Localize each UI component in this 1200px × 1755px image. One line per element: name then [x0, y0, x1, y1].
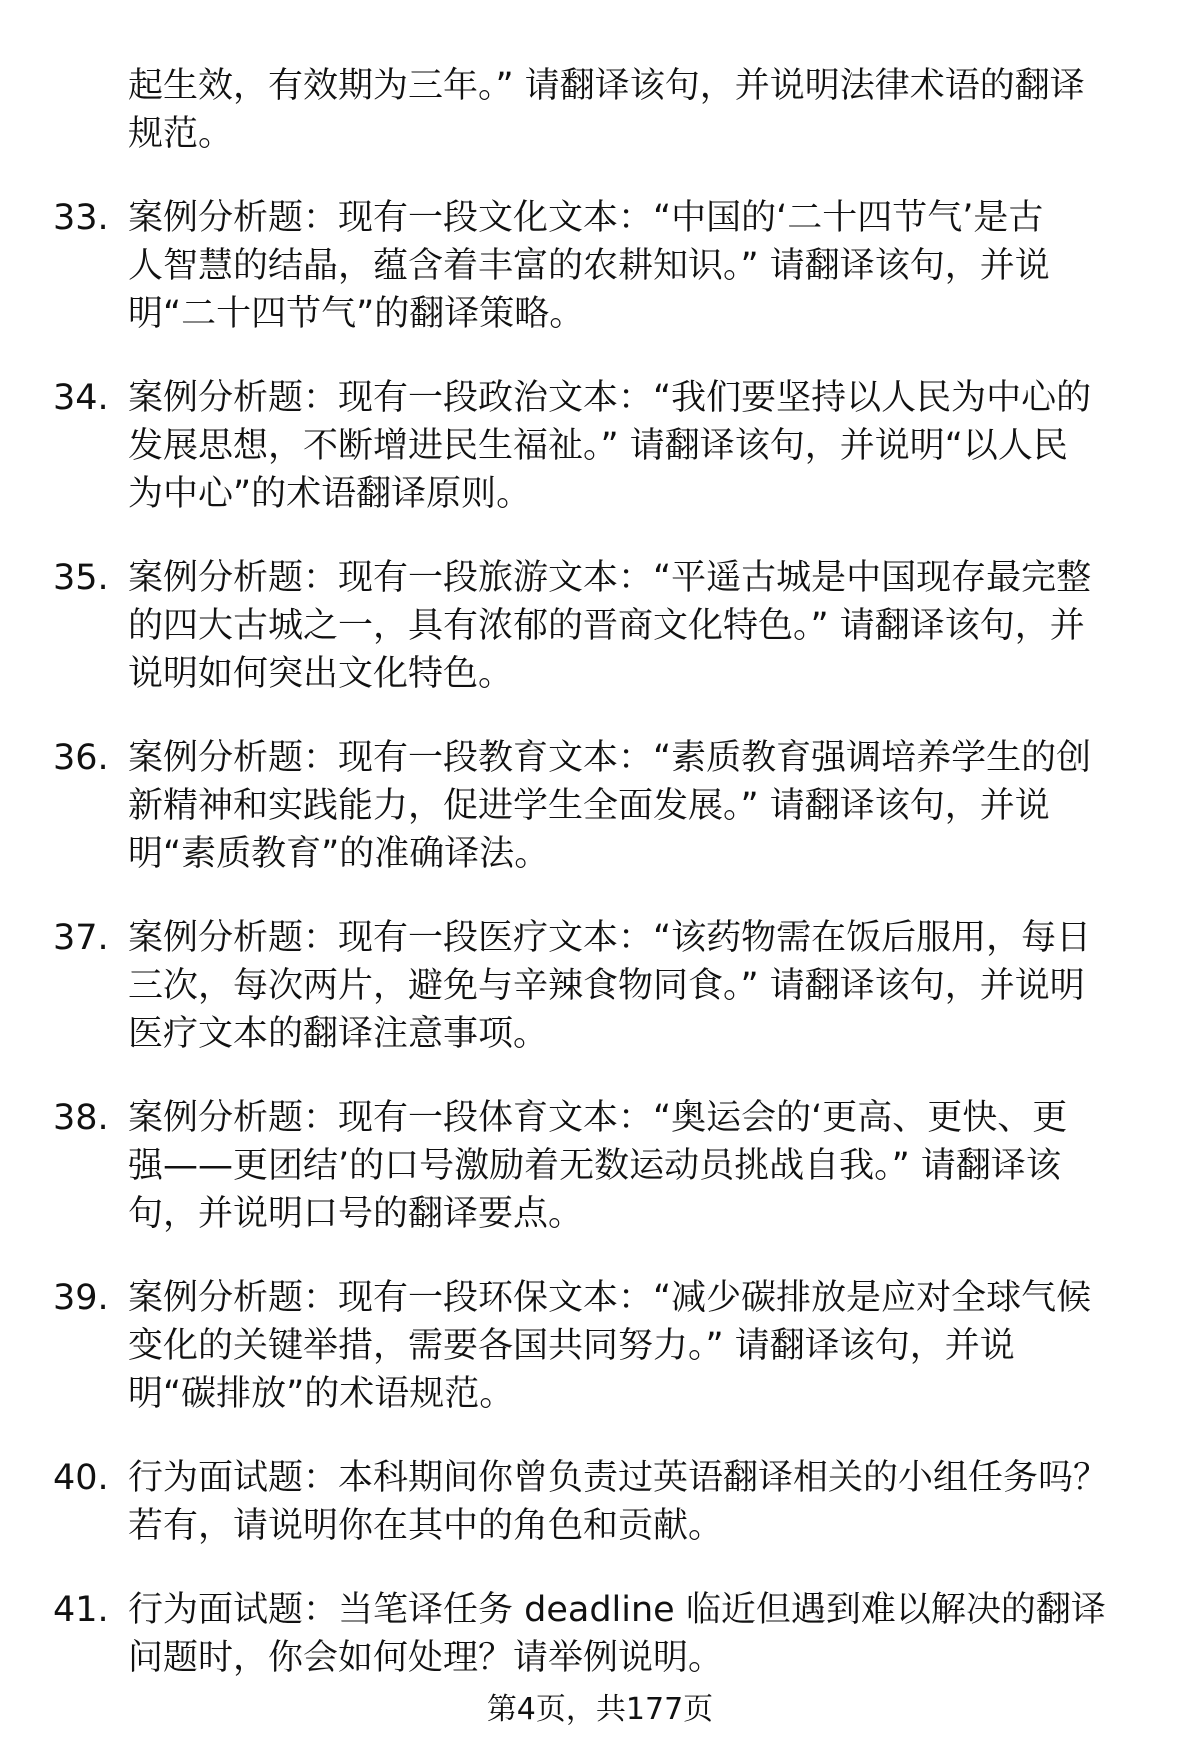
question-line: 说明如何突出文化特色。 [128, 654, 514, 694]
question-item [0, 1274, 1200, 1418]
question-line: 强——更团结’的口号激励着无数运动员挑战自我。” 请翻译该 [128, 1146, 1061, 1186]
question-number: 37. [53, 918, 109, 958]
question-text [128, 1586, 1178, 1682]
question-line: 句，并说明口号的翻译要点。 [128, 1194, 584, 1234]
question-line: 医疗文本的翻译注意事项。 [128, 1014, 549, 1054]
question-line: 新精神和实践能力，促进学生全面发展。” 请翻译该句，并说 [128, 786, 1050, 826]
question-line: 案例分析题：现有一段教育文本：“素质教育强调培养学生的创 [128, 738, 1092, 778]
question-line: 三次，每次两片，避免与辛辣食物同食。” 请翻译该句，并说明 [128, 966, 1085, 1006]
question-text [128, 1274, 1178, 1418]
question-item [0, 62, 1200, 158]
question-number: 35. [53, 558, 109, 598]
question-number: 40. [53, 1458, 109, 1498]
question-text [128, 374, 1178, 518]
question-line: 明“二十四节气”的翻译策略。 [128, 294, 585, 334]
question-line: 明“素质教育”的准确译法。 [128, 834, 550, 874]
question-text [128, 1454, 1178, 1550]
question-text [128, 914, 1178, 1058]
question-item [0, 734, 1200, 878]
question-line: 案例分析题：现有一段政治文本：“我们要坚持以人民为中心的 [128, 378, 1092, 418]
question-line: 案例分析题：现有一段文化文本：“中国的‘二十四节气’是古 [128, 198, 1044, 238]
question-line: 人智慧的结晶，蕴含着丰富的农耕知识。” 请翻译该句，并说 [128, 246, 1050, 286]
question-text [128, 1094, 1178, 1238]
question-item [0, 374, 1200, 518]
question-line: 行为面试题：当笔译任务 deadline 临近但遇到难以解决的翻译 [128, 1590, 1106, 1630]
question-number: 39. [53, 1278, 109, 1318]
question-number: 38. [53, 1098, 109, 1138]
question-item [0, 194, 1200, 338]
question-line: 规范。 [128, 114, 234, 154]
question-text [128, 62, 1178, 158]
question-number: 36. [53, 738, 109, 778]
question-line: 的四大古城之一，具有浓郁的晋商文化特色。” 请翻译该句，并 [128, 606, 1085, 646]
question-item [0, 1454, 1200, 1550]
question-item [0, 1094, 1200, 1238]
question-line: 案例分析题：现有一段环保文本：“减少碳排放是应对全球气候 [128, 1278, 1092, 1318]
question-item [0, 914, 1200, 1058]
question-text [128, 554, 1178, 698]
question-line: 案例分析题：现有一段旅游文本：“平遥古城是中国现存最完整 [128, 558, 1092, 598]
page-footer: 第4页，共177页 [486, 1692, 714, 1727]
question-line: 问题时，你会如何处理？请举例说明。 [128, 1638, 724, 1678]
question-line: 明“碳排放”的术语规范。 [128, 1374, 515, 1414]
question-item [0, 1586, 1200, 1682]
question-item [0, 554, 1200, 698]
question-line: 发展思想，不断增进民生福祉。” 请翻译该句，并说明“以人民 [128, 426, 1068, 466]
question-line: 变化的关键举措，需要各国共同努力。” 请翻译该句，并说 [128, 1326, 1015, 1366]
question-text [128, 734, 1178, 878]
question-text [128, 194, 1178, 338]
question-number: 41. [53, 1590, 109, 1630]
question-line: 为中心”的术语翻译原则。 [128, 474, 532, 514]
question-list [0, 62, 1200, 1718]
question-line: 起生效，有效期为三年。” 请翻译该句，并说明法律术语的翻译 [128, 66, 1085, 106]
question-line: 案例分析题：现有一段体育文本：“奥运会的‘更高、更快、更 [128, 1098, 1068, 1138]
question-line: 若有，请说明你在其中的角色和贡献。 [128, 1506, 724, 1546]
question-number: 34. [53, 378, 109, 418]
question-line: 案例分析题：现有一段医疗文本：“该药物需在饭后服用，每日 [128, 918, 1092, 958]
question-line: 行为面试题：本科期间你曾负责过英语翻译相关的小组任务吗？ [128, 1458, 1109, 1498]
question-number: 33. [53, 198, 109, 238]
